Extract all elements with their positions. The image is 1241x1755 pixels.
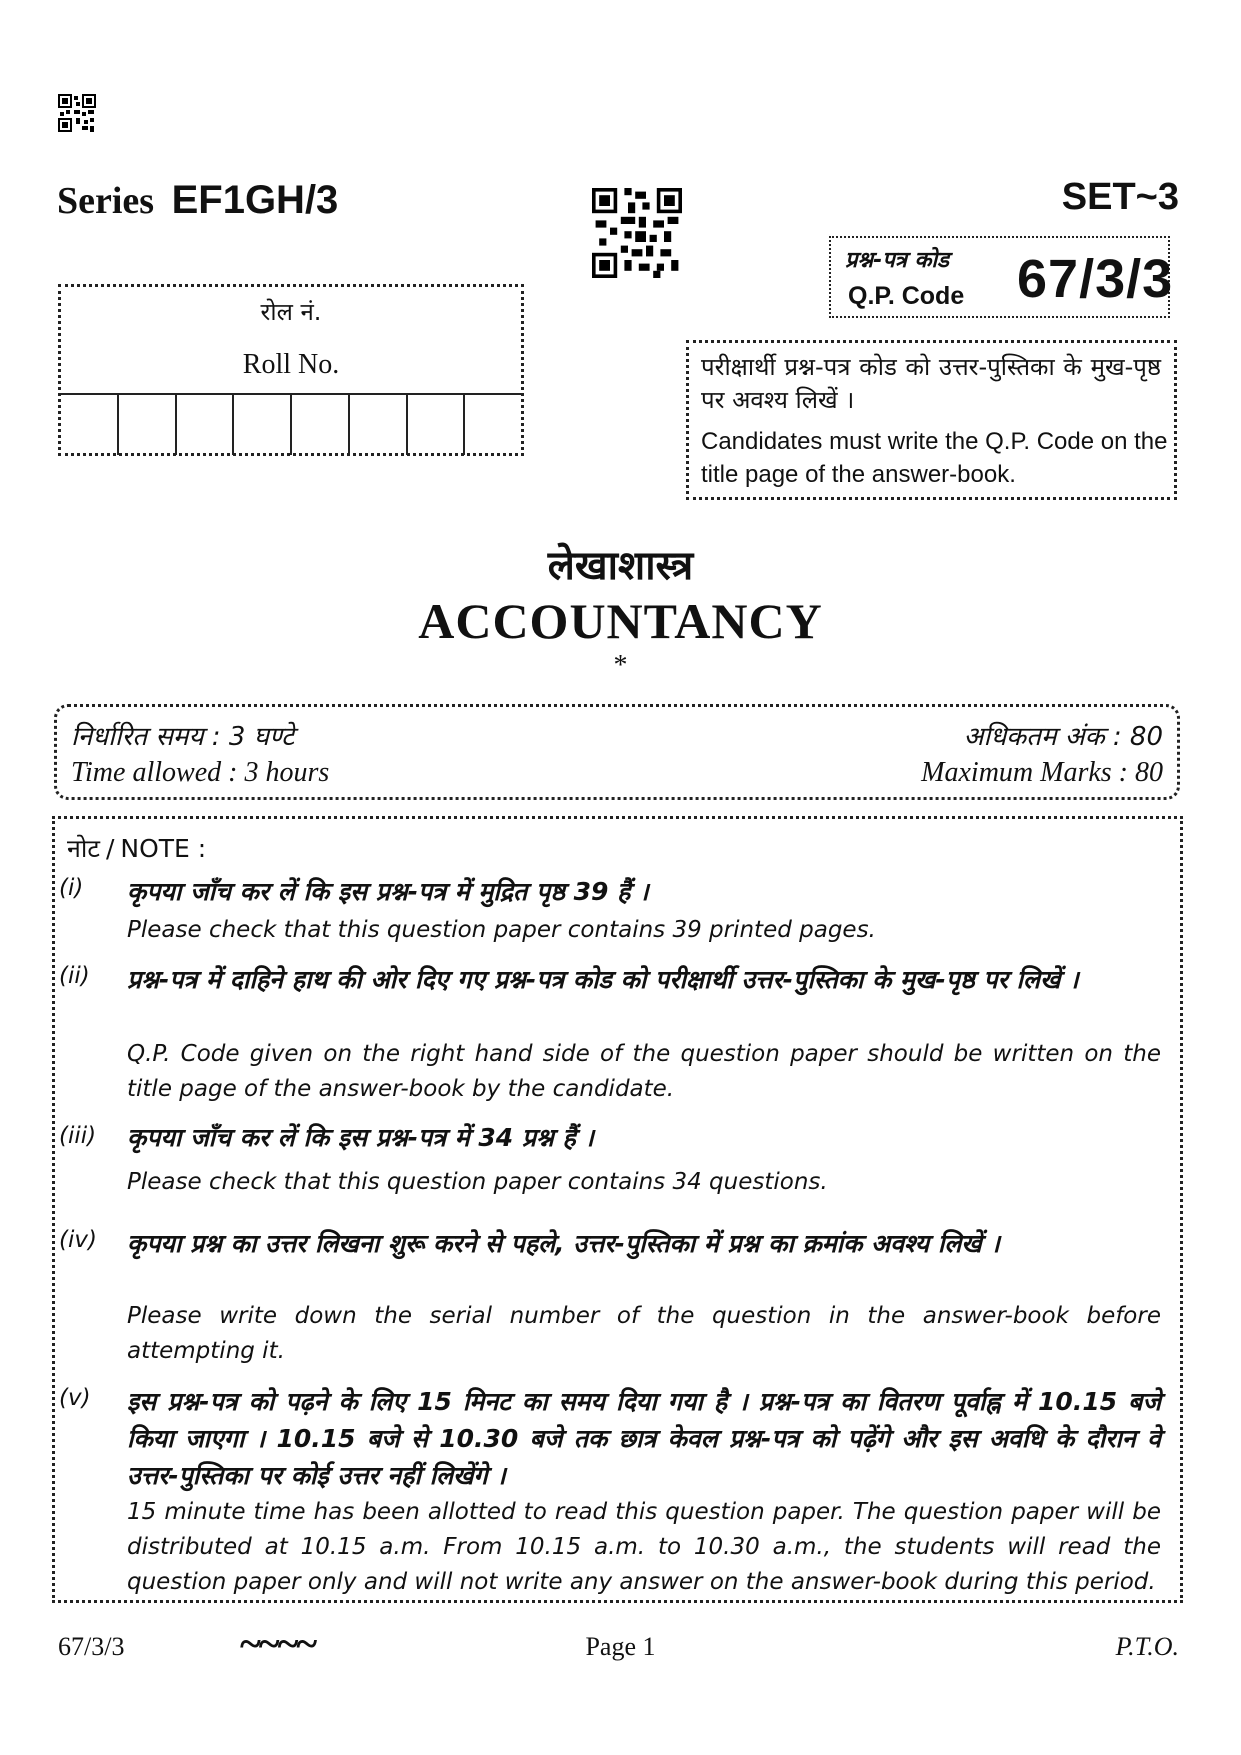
roll-number-cells xyxy=(61,393,521,455)
series-label: Series xyxy=(57,180,155,222)
set-label: SET~3 xyxy=(1061,176,1179,218)
qp-code-label-hindi: प्रश्न-पत्र कोड xyxy=(845,248,949,273)
page-number: Page 1 xyxy=(585,1632,656,1661)
note-number: (i) xyxy=(59,875,84,901)
candidate-instruction: Candidates must write the Q.P. Code on the title page of the answer-book. xyxy=(701,428,1168,488)
note-hindi: कृपया प्रश्न का उत्तर लिखना शुरू करने से पहले, उत्तर-पुस्तिका में प्रश्न का क्रमांक अवश्य लिखें । xyxy=(127,1229,1000,1258)
note-english: Please write down the serial number of the question in the answer-book before attempting it. xyxy=(127,1303,1161,1364)
note-number: (ii) xyxy=(59,963,90,989)
note-hindi: इस प्रश्न-पत्र को पढ़ने के लिए 15 मिनट का समय दिया गया है । प्रश्न-पत्र का वितरण पूर्वाह्न में 10.15 बजे किया जाएगा । 10.15 बजे से 10.30 बजे तक छात्र केवल प्रश्न-पत्र को पढ़ेंगे और इस अवधि के दौरान वे उत्तर-पुस्तिका पर कोई उत्तर नहीं लिखेंगे । xyxy=(127,1387,1161,1490)
pto-label: P.T.O. xyxy=(1115,1632,1179,1661)
star-mark: * xyxy=(613,650,628,681)
note-english: Please check that this question paper contains 39 printed pages. xyxy=(127,917,876,943)
time-marks-box xyxy=(54,704,1180,800)
roll-label: Roll No. xyxy=(242,349,340,380)
time-allowed-hindi: निर्धारित समय : 3 घण्टे xyxy=(71,722,295,752)
qp-code-value: 67/3/3 xyxy=(1017,249,1174,309)
maximum-marks: Maximum Marks : 80 xyxy=(921,757,1163,788)
note-hindi: कृपया जाँच कर लें कि इस प्रश्न-पत्र में 34 प्रश्न हैं । xyxy=(127,1123,594,1152)
footer-ornament: ~~~~ xyxy=(240,1621,316,1666)
note-number: (iv) xyxy=(59,1227,97,1253)
roll-cell[interactable] xyxy=(465,395,521,455)
note-english: 15 minute time has been allotted to read this question paper. The question paper will be distributed at 10.15 a.m. From 10.15 a.m. to 10.30 a.m., the students will read the question paper only and will not write any answer on the answer-book during this period. xyxy=(127,1499,1161,1595)
candidate-instruction-box xyxy=(686,340,1177,500)
qr-code-small xyxy=(58,94,96,132)
roll-number-box xyxy=(58,284,524,456)
time-allowed: Time allowed : 3 hours xyxy=(71,757,330,788)
candidate-instruction-hindi: परीक्षार्थी प्रश्न-पत्र कोड को उत्तर-पुस्तिका के मुख-पृष्ठ पर अवश्य लिखें । xyxy=(701,353,1161,414)
roll-cell[interactable] xyxy=(234,395,292,455)
series-line xyxy=(57,178,338,223)
note-number: (iii) xyxy=(59,1123,97,1149)
note-heading-english: NOTE : xyxy=(120,834,207,863)
roll-cell[interactable] xyxy=(292,395,350,455)
roll-cell[interactable] xyxy=(408,395,466,455)
subject-title-hindi: लेखाशास्त्र xyxy=(547,543,694,589)
note-number: (v) xyxy=(59,1385,91,1411)
notes-box xyxy=(52,816,1183,1603)
roll-cell[interactable] xyxy=(177,395,235,455)
maximum-marks-hindi: अधिकतम अंक : 80 xyxy=(963,722,1163,752)
roll-cell[interactable] xyxy=(350,395,408,455)
note-english: Please check that this question paper contains 34 questions. xyxy=(127,1169,828,1195)
footer-code: 67/3/3 xyxy=(58,1632,125,1661)
qp-code-label: Q.P. Code xyxy=(848,282,965,310)
note-hindi: प्रश्न-पत्र में दाहिने हाथ की ओर दिए गए प्रश्न-पत्र कोड को परीक्षार्थी उत्तर-पुस्तिका के मुख-पृष्ठ पर लिखें । xyxy=(127,965,1079,994)
note-heading: नोट / NOTE : xyxy=(67,834,207,863)
note-hindi: कृपया जाँच कर लें कि इस प्रश्न-पत्र में मुद्रित पृष्ठ 39 हैं । xyxy=(127,877,649,906)
qp-code-box xyxy=(829,236,1174,318)
series-code: EF1GH/3 xyxy=(171,178,339,222)
roll-cell[interactable] xyxy=(119,395,177,455)
roll-label-hindi: रोल नं. xyxy=(260,298,322,326)
roll-cell[interactable] xyxy=(61,395,119,455)
qr-code-main xyxy=(592,188,682,278)
note-heading-hindi: नोट xyxy=(67,834,100,863)
note-english: Q.P. Code given on the right hand side of the question paper should be written on the title page of the answer-book by the candidate. xyxy=(127,1041,1161,1102)
subject-title: ACCOUNTANCY xyxy=(418,593,823,649)
